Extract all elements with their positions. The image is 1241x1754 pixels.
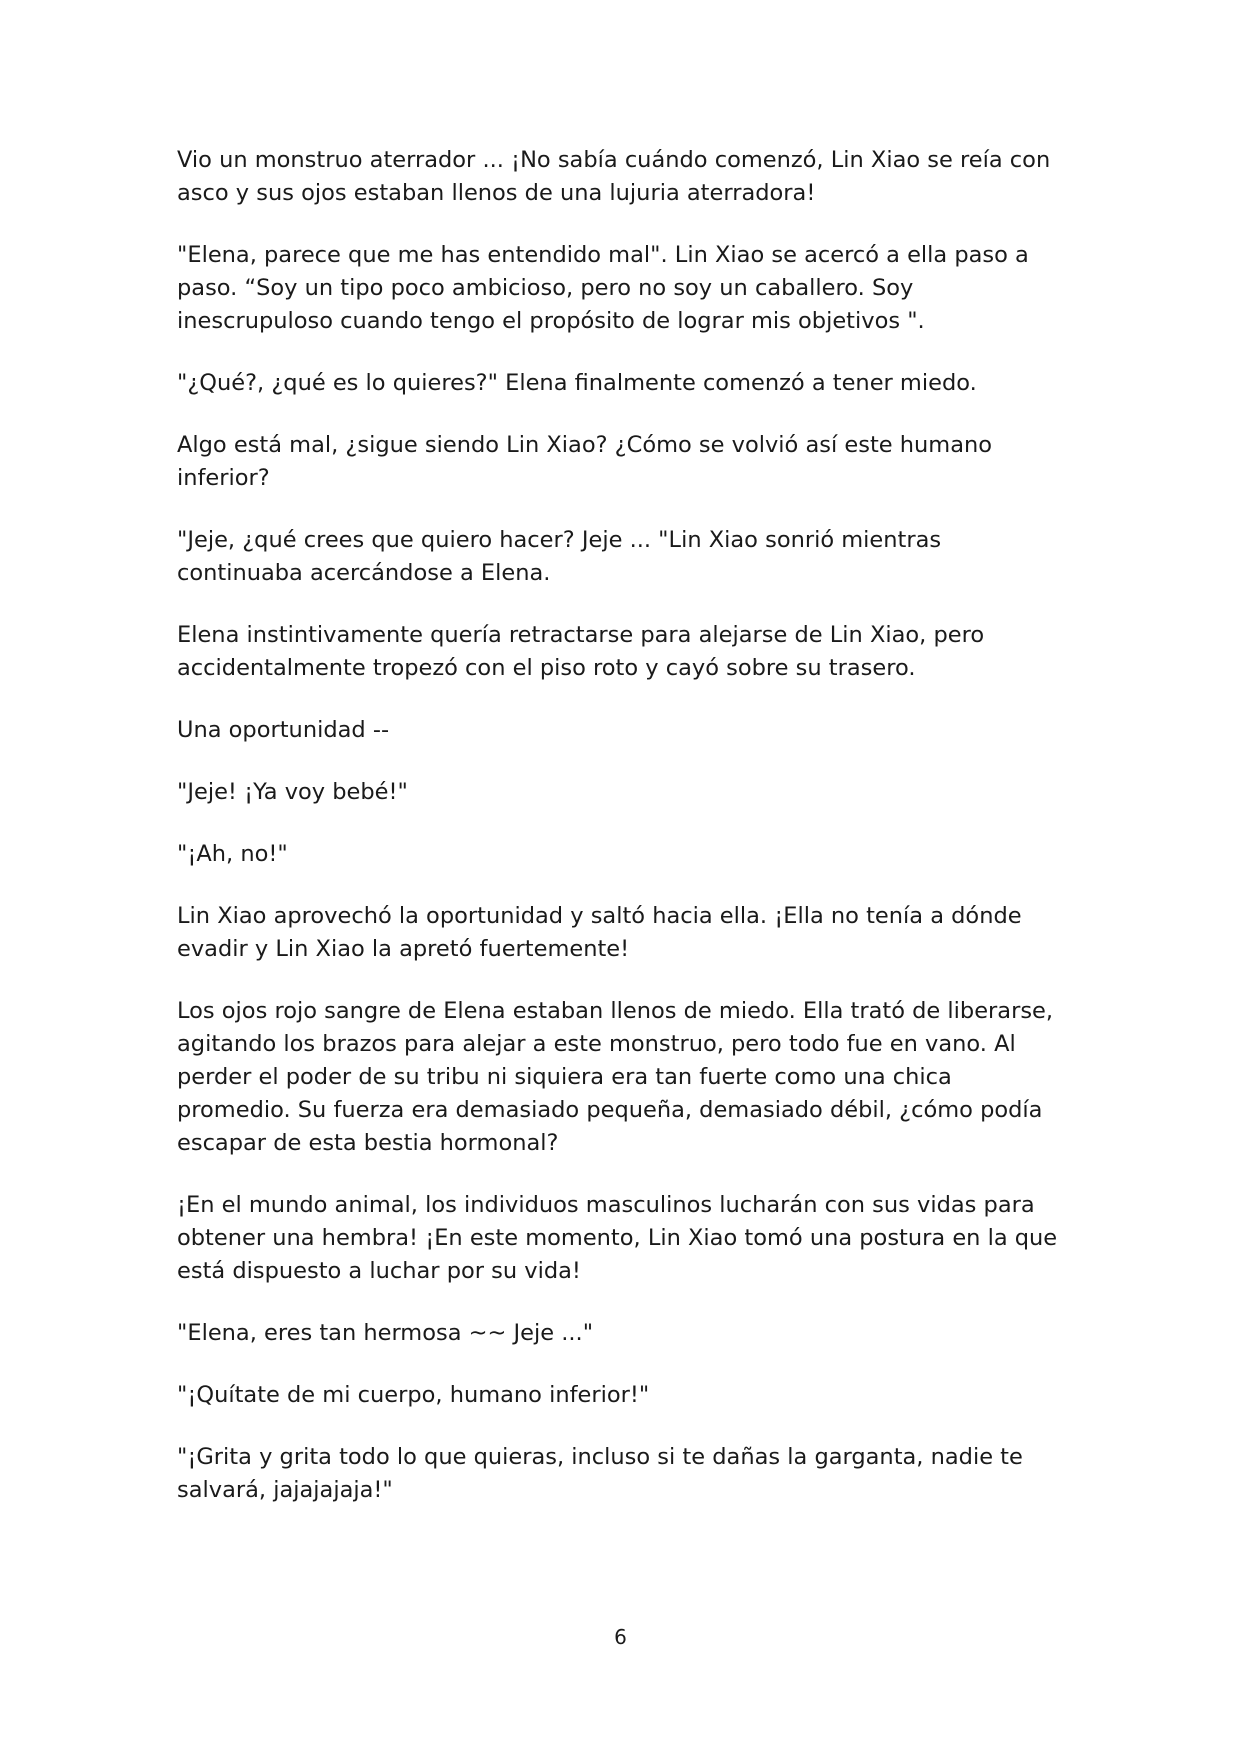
paragraph-2: "Elena, parece que me has entendido mal". Lin Xiao se acercó a ella paso a paso. “Soy un tipo poco ambicioso, pero no soy un caballero. Soy inescrupuloso cuando tengo el propósito de lograr mis objetivos ".	[177, 242, 1029, 334]
paragraph-13: "Elena, eres tan hermosa ~~ Jeje ..."	[177, 1320, 594, 1346]
paragraph-1: Vio un monstruo aterrador ... ¡No sabía cuándo comenzó, Lin Xiao se reía con asco y sus ojos estaban llenos de una lujuria aterradora!	[177, 147, 1051, 206]
paragraph-10: Lin Xiao aprovechó la oportunidad y saltó hacia ella. ¡Ella no tenía a dónde evadir y Lin Xiao la apretó fuertemente!	[177, 903, 1022, 962]
paragraph-9: "¡Ah, no!"	[177, 841, 288, 867]
paragraph-11: Los ojos rojo sangre de Elena estaban llenos de miedo. Ella trató de liberarse, agitando los brazos para alejar a este monstruo, pero todo fue en vano. Al perder el poder de su tribu ni siquiera era tan fuerte como una chica promedio. Su fuerza era demasiado pequeña, demasiado débil, ¿cómo podía escapar de esta bestia hormonal?	[177, 998, 1054, 1156]
paragraph-3: "¿Qué?, ¿qué es lo quieres?" Elena finalmente comenzó a tener miedo.	[177, 370, 977, 396]
paragraph-4: Algo está mal, ¿sigue siendo Lin Xiao? ¿Cómo se volvió así este humano inferior?	[177, 432, 993, 491]
paragraph-12: ¡En el mundo animal, los individuos masculinos lucharán con sus vidas para obtener una hembra! ¡En este momento, Lin Xiao tomó una postura en la que está dispuesto a luchar por su vida!	[177, 1192, 1058, 1284]
paragraph-14: "¡Quítate de mi cuerpo, humano inferior!"	[177, 1382, 650, 1408]
page-number: 6	[614, 1625, 627, 1649]
paragraph-5: "Jeje, ¿qué crees que quiero hacer? Jeje ... "Lin Xiao sonrió mientras continuaba acercándose a Elena.	[177, 527, 942, 586]
paragraph-8: "Jeje! ¡Ya voy bebé!"	[177, 779, 408, 805]
paragraph-15: "¡Grita y grita todo lo que quieras, incluso si te dañas la garganta, nadie te salvará, jajajajaja!"	[177, 1444, 1023, 1503]
paragraph-7: Una oportunidad --	[177, 717, 390, 743]
paragraph-6: Elena instintivamente quería retractarse para alejarse de Lin Xiao, pero accidentalmente tropezó con el piso roto y cayó sobre su trasero.	[177, 622, 985, 681]
document-body	[177, 144, 1069, 1536]
